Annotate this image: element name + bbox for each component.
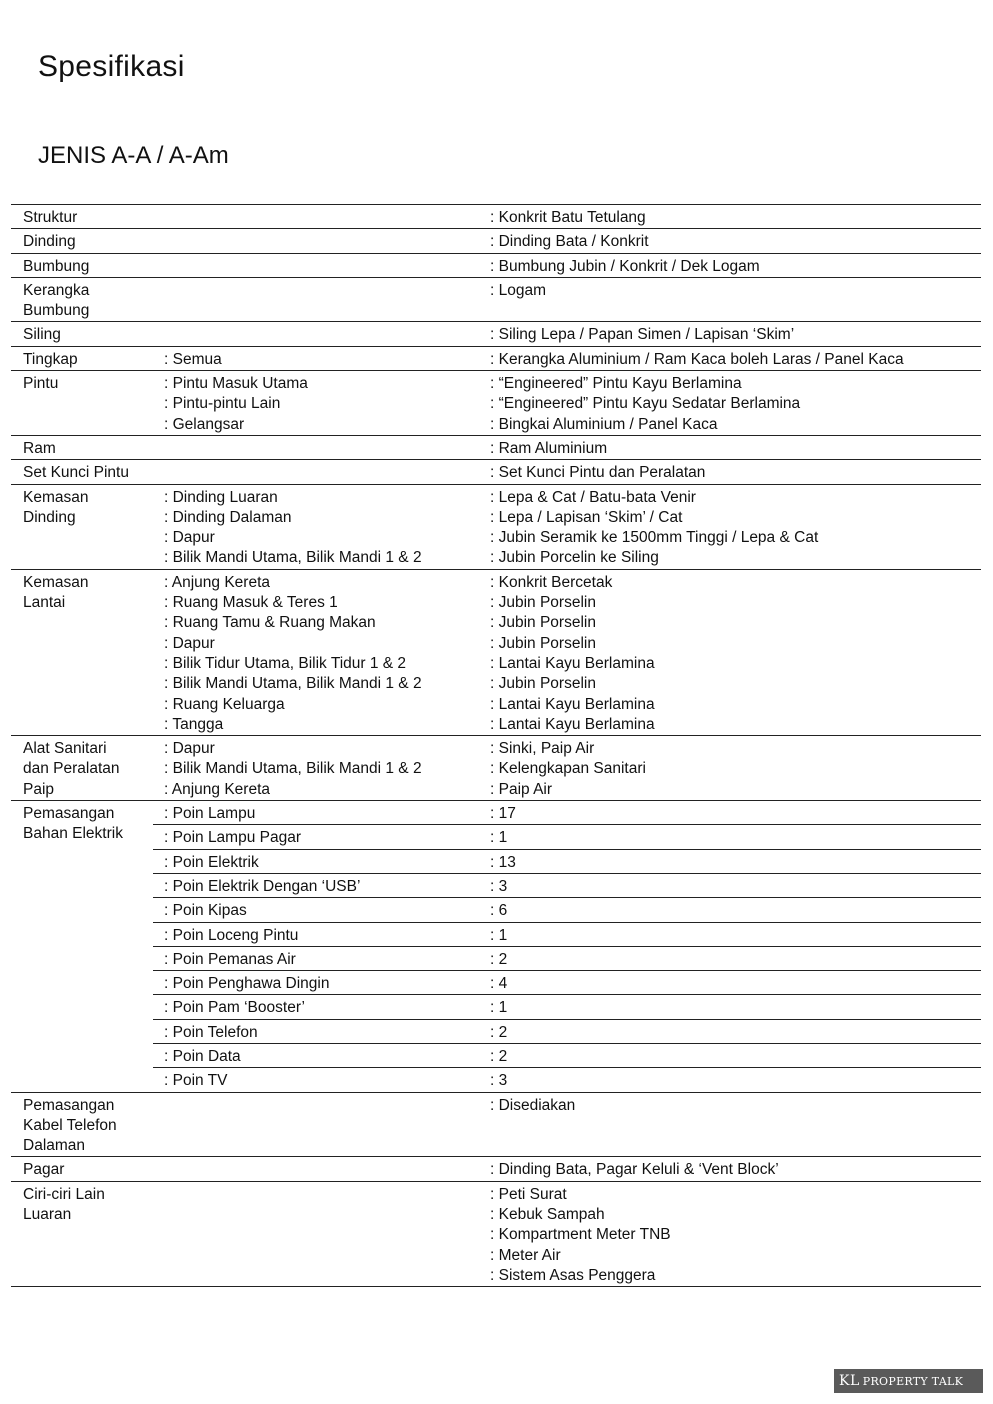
table-row [11, 254, 981, 278]
table-row [11, 205, 981, 229]
spec-label [11, 1096, 153, 1157]
spec-value-line: : 1 [490, 999, 508, 1017]
spec-label [11, 488, 153, 569]
spec-label-line: Pemasangan [23, 805, 115, 823]
spec-item-line: : Dinding Luaran [164, 488, 278, 506]
spec-label-line: Kemasan [23, 573, 89, 591]
spec-label [11, 208, 153, 228]
spec-value [490, 974, 981, 994]
spec-item-line: : Poin Loceng Pintu [164, 926, 299, 944]
spec-item [153, 232, 490, 252]
spec-value-line: : Lantai Kayu Berlamina [490, 654, 655, 672]
spec-value [490, 1047, 981, 1067]
table-row [11, 347, 981, 371]
spec-item [153, 350, 490, 370]
spec-value [490, 877, 981, 897]
spec-label-line: Bumbung [23, 257, 90, 275]
spec-item [153, 974, 490, 994]
spec-value-line: : Paip Air [490, 780, 553, 798]
spec-value-line: : 1 [490, 926, 508, 944]
spec-item-line [164, 257, 490, 277]
spec-item-line [164, 208, 490, 228]
spec-value [490, 439, 981, 459]
spec-item [153, 1096, 490, 1157]
kl-property-talk-logo [834, 1369, 983, 1393]
spec-item [153, 804, 490, 824]
table-row [11, 229, 981, 253]
spec-value-line: : Kebuk Sampah [490, 1206, 605, 1224]
spec-item-line [164, 1160, 490, 1180]
spec-item [153, 325, 490, 345]
table-row [11, 322, 981, 346]
spec-label [11, 439, 153, 459]
spec-label [11, 801, 153, 1092]
spec-value-line: : Konkrit Batu Tetulang [490, 209, 646, 226]
spec-value [490, 232, 981, 252]
spec-label [11, 281, 153, 322]
spec-value-line: : 2 [490, 1047, 508, 1065]
spec-item-line: : Poin Elektrik [164, 853, 259, 871]
spec-item-line [164, 281, 490, 301]
spec-label [11, 1185, 153, 1286]
spec-label-line: Pagar [23, 1161, 65, 1179]
spec-value-line: : Sistem Asas Penggera [490, 1266, 656, 1284]
spec-value-line: : Lepa & Cat / Batu-bata Venir [490, 488, 696, 506]
spec-item-line: : Poin Lampu Pagar [164, 829, 302, 847]
spec-value-line: : Jubin Porselin [490, 675, 596, 693]
spec-label-line: Alat Sanitari [23, 740, 107, 758]
spec-item-line: : Poin Penghawa Dingin [164, 975, 330, 993]
spec-value-line: : Kerangka Aluminium / Ram Kaca boleh Laras / Panel Kaca [490, 350, 904, 368]
spec-item-line: : Poin Elektrik Dengan ‘USB’ [164, 877, 361, 895]
spec-value [490, 1160, 981, 1180]
spec-value [490, 374, 981, 435]
spec-label-line: Bumbung [23, 302, 90, 320]
spec-item-line: : Bilik Mandi Utama, Bilik Mandi 1 & 2 [164, 760, 422, 778]
spec-label-line: Dalaman [23, 1137, 86, 1155]
table-row [11, 1157, 981, 1181]
spec-value [490, 1185, 981, 1286]
spec-item-line: : Anjung Kereta [164, 780, 270, 798]
spec-value [490, 257, 981, 277]
spec-value-line: : Bingkai Aluminium / Panel Kaca [490, 415, 718, 433]
spec-item [153, 1071, 490, 1091]
spec-item [153, 257, 490, 277]
spec-item-line: : Poin Pemanas Air [164, 950, 296, 968]
spec-item [153, 901, 490, 921]
spec-value-line: : Dinding Bata / Konkrit [490, 233, 649, 251]
electric-subtable [153, 801, 981, 1092]
table-row [153, 898, 981, 922]
spec-value-line: : 3 [490, 1072, 508, 1090]
spec-label [11, 573, 153, 735]
table-row [153, 1044, 981, 1068]
spec-label [11, 350, 153, 370]
spec-value-line: : Jubin Porselin [490, 634, 596, 652]
spec-item [153, 439, 490, 459]
spec-item-line: : Dapur [164, 634, 215, 652]
spec-item [153, 1023, 490, 1043]
spec-label [11, 374, 153, 435]
spec-value-line: : Lepa / Lapisan ‘Skim’ / Cat [490, 508, 683, 526]
spec-value [490, 1023, 981, 1043]
spec-value [490, 739, 981, 800]
spec-label-line: Kerangka [23, 281, 90, 299]
spec-item-line [164, 325, 490, 345]
spec-label-line: Lantai [23, 594, 66, 612]
spec-item [153, 281, 490, 322]
spec-value [490, 1071, 981, 1091]
spec-value-line: : 6 [490, 902, 508, 920]
spec-value-line: : Jubin Porcelin ke Siling [490, 549, 659, 567]
spec-value-line: : Disediakan [490, 1096, 576, 1114]
spec-value-line: : 4 [490, 975, 508, 993]
page-subtitle: JENIS A-A / A-Am [38, 142, 229, 169]
spec-value [490, 901, 981, 921]
spec-value-line: : Ram Aluminium [490, 439, 608, 457]
spec-value-line: : 3 [490, 877, 508, 895]
spec-item [153, 926, 490, 946]
spec-item-line [164, 1096, 490, 1116]
spec-value [490, 1096, 981, 1157]
spec-value-line: : Kompartment Meter TNB [490, 1226, 671, 1244]
table-row [11, 485, 981, 570]
table-row [153, 801, 981, 825]
spec-value [490, 325, 981, 345]
spec-item-line: : Poin Kipas [164, 902, 247, 920]
spec-label-line: Kemasan [23, 488, 89, 506]
spec-item [153, 853, 490, 873]
table-row [153, 874, 981, 898]
spec-value-line: : Sinki, Paip Air [490, 740, 595, 758]
spec-label-line: Tingkap [23, 350, 78, 368]
table-row [11, 570, 981, 736]
spec-value-line: : Lantai Kayu Berlamina [490, 695, 655, 713]
spec-value-line: : Logam [490, 281, 547, 299]
table-row [11, 460, 981, 484]
spec-item-line: : Tangga [164, 715, 224, 733]
table-row [11, 278, 981, 323]
spec-value [490, 926, 981, 946]
spec-label-line: Paip [23, 780, 55, 798]
spec-label [11, 257, 153, 277]
spec-value [490, 281, 981, 322]
spec-value-line: : Kelengkapan Sanitari [490, 760, 646, 778]
spec-item-line: : Dinding Dalaman [164, 508, 292, 526]
spec-value-line: : Set Kunci Pintu dan Peralatan [490, 464, 706, 482]
table-row [153, 1020, 981, 1044]
spec-item-line: : Poin Pam ‘Booster’ [164, 999, 305, 1017]
spec-item [153, 877, 490, 897]
spec-item [153, 1160, 490, 1180]
spec-label [11, 325, 153, 345]
spec-value-line: : Dinding Bata, Pagar Keluli & ‘Vent Block’ [490, 1161, 779, 1179]
spec-label-line: Pintu [23, 375, 59, 393]
spec-item [153, 488, 490, 569]
spec-value-line: : “Engineered” Pintu Kayu Sedatar Berlamina [490, 395, 801, 413]
spec-value-line: : 2 [490, 1023, 508, 1041]
spec-item [153, 828, 490, 848]
spec-value [490, 573, 981, 735]
spec-item-line [164, 463, 490, 483]
spec-value-line: : 1 [490, 829, 508, 847]
spec-value [490, 804, 981, 824]
spec-label-line: Kabel Telefon [23, 1116, 117, 1134]
spec-item-line: : Gelangsar [164, 415, 245, 433]
spec-value [490, 853, 981, 873]
table-row [153, 971, 981, 995]
spec-label [11, 1160, 153, 1180]
spec-label-line: Pemasangan [23, 1096, 115, 1114]
spec-label-line: Ciri-ciri Lain [23, 1185, 105, 1203]
spec-value-line: : Jubin Porselin [490, 594, 596, 612]
spec-label-line: Set Kunci Pintu [23, 464, 129, 482]
spec-value [490, 828, 981, 848]
table-row [153, 825, 981, 849]
spec-value-line: : “Engineered” Pintu Kayu Berlamina [490, 375, 742, 393]
spec-label [11, 232, 153, 252]
spec-label-line: Ram [23, 439, 56, 457]
spec-value-line: : Jubin Porselin [490, 614, 596, 632]
spec-item [153, 463, 490, 483]
spec-label-line: Struktur [23, 209, 78, 226]
table-row [11, 1093, 981, 1158]
spec-value-line: : Siling Lepa / Papan Simen / Lapisan ‘Skim’ [490, 326, 795, 344]
spec-value-line: : Bumbung Jubin / Konkrit / Dek Logam [490, 257, 760, 275]
page-title: Spesifikasi [38, 50, 185, 83]
spec-item-line: : Pintu Masuk Utama [164, 375, 308, 393]
spec-item [153, 950, 490, 970]
spec-item-line: : Ruang Keluarga [164, 695, 285, 713]
table-row [11, 736, 981, 801]
spec-item [153, 573, 490, 735]
spec-value-line: : Meter Air [490, 1246, 561, 1264]
spec-value-line: : Jubin Seramik ke 1500mm Tinggi / Lepa & Cat [490, 529, 819, 547]
spec-item-line: : Poin Lampu [164, 805, 256, 823]
table-row [153, 947, 981, 971]
spec-item-line: : Ruang Tamu & Ruang Makan [164, 614, 376, 632]
spec-item-line [164, 1185, 490, 1205]
spec-value [490, 488, 981, 569]
logo-kl: KL [839, 1373, 860, 1389]
table-row [153, 1068, 981, 1091]
spec-label-line: Luaran [23, 1206, 72, 1224]
spec-value-line: : 2 [490, 950, 508, 968]
spec-label-line: Dinding [23, 233, 76, 251]
spec-label [11, 463, 153, 483]
table-row [11, 1182, 981, 1287]
spec-value [490, 950, 981, 970]
logo-text: PROPERTY TALK [862, 1374, 964, 1388]
spec-value-line: : Lantai Kayu Berlamina [490, 715, 655, 733]
table-row [153, 995, 981, 1019]
spec-value [490, 208, 981, 228]
spec-item [153, 1047, 490, 1067]
table-row [11, 371, 981, 436]
spec-item-line: : Bilik Mandi Utama, Bilik Mandi 1 & 2 [164, 549, 422, 567]
spec-item [153, 998, 490, 1018]
table-row [153, 850, 981, 874]
spec-item [153, 1185, 490, 1286]
spec-item-line: : Dapur [164, 740, 215, 758]
table-row [11, 436, 981, 460]
spec-item-line: : Bilik Mandi Utama, Bilik Mandi 1 & 2 [164, 675, 422, 693]
table-row [153, 923, 981, 947]
spec-item-line: : Anjung Kereta [164, 573, 270, 591]
spec-item-line: : Poin Telefon [164, 1023, 258, 1041]
spec-value-line: : 13 [490, 853, 516, 871]
spec-table [11, 204, 981, 1287]
spec-item-line [164, 232, 490, 252]
spec-item-line: : Dapur [164, 529, 215, 547]
spec-label-line: dan Peralatan [23, 760, 120, 778]
spec-value [490, 350, 981, 370]
spec-item-line: : Semua [164, 350, 222, 368]
spec-label [11, 739, 153, 800]
spec-item-line: : Pintu-pintu Lain [164, 395, 281, 413]
spec-item-line [164, 439, 490, 459]
electric-group [11, 801, 981, 1093]
spec-label-line: Siling [23, 326, 61, 344]
spec-item-line: : Poin Data [164, 1047, 241, 1065]
spec-value-line: : Konkrit Bercetak [490, 573, 613, 591]
spec-value-line: : 17 [490, 805, 516, 823]
spec-value [490, 998, 981, 1018]
spec-item-line: : Ruang Masuk & Teres 1 [164, 594, 338, 612]
spec-value [490, 463, 981, 483]
spec-item [153, 208, 490, 228]
spec-item [153, 739, 490, 800]
spec-item [153, 374, 490, 435]
spec-item-line: : Bilik Tidur Utama, Bilik Tidur 1 & 2 [164, 654, 407, 672]
spec-value-line: : Peti Surat [490, 1185, 567, 1203]
spec-item-line: : Poin TV [164, 1072, 228, 1090]
spec-label-line: Dinding [23, 508, 76, 526]
spec-label-line: Bahan Elektrik [23, 825, 123, 843]
